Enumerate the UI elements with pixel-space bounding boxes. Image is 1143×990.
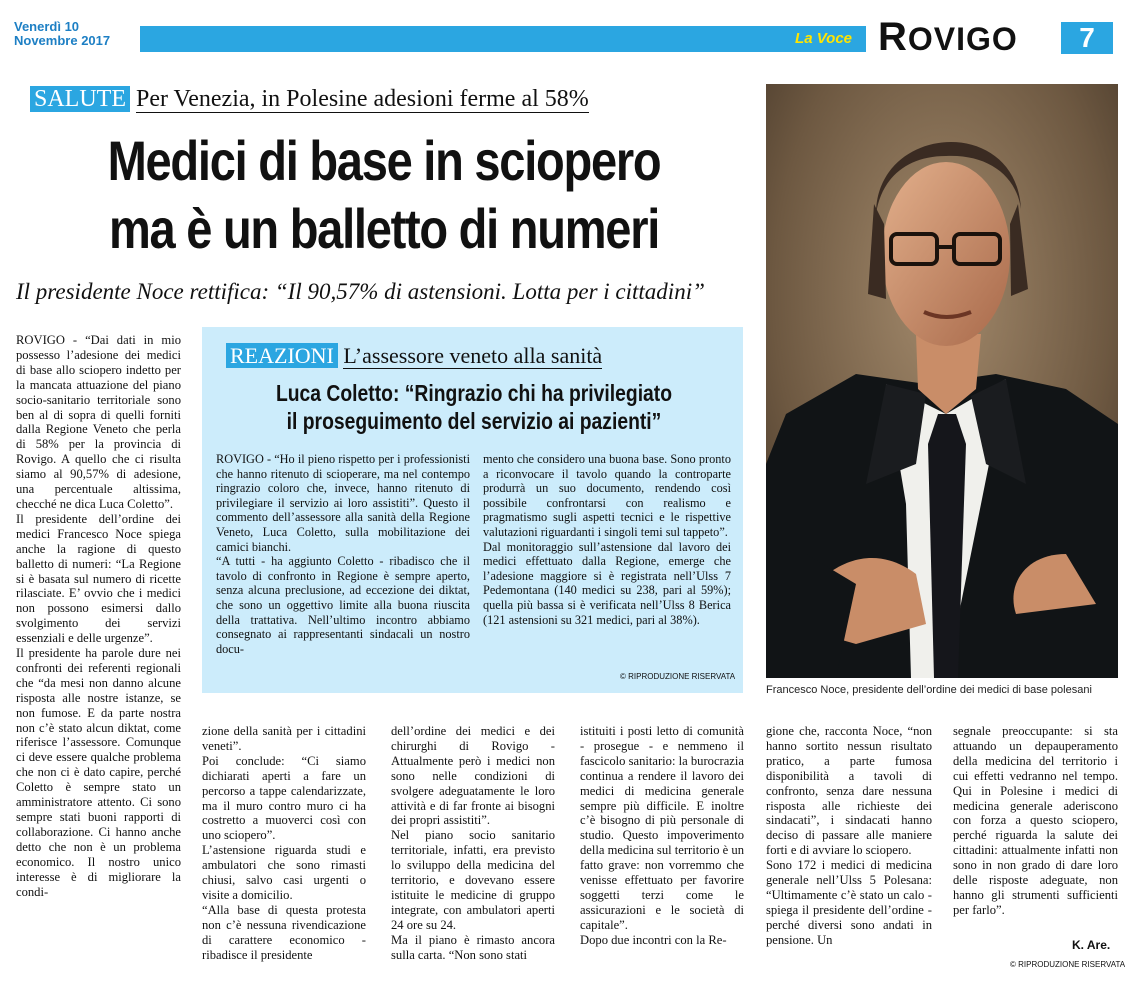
box-paragraph: “A tutti - ha aggiunto Coletto - ribadisco che il tavolo di confronto in Regione è sempre aperto, senza alcuna preclusione, ad eccezione dei diktat, che sono un oggettivo limite alla buona riuscita della trattativa. Nell’ultimo incontro abbiamo consegnato ai rappresentanti sindacali un nostro docu- (216, 554, 470, 656)
article-column-5 (766, 724, 932, 948)
box-title (256, 379, 693, 435)
article-paragraph: gione che, racconta Noce, “non hanno sortito nessun risultato pratico, a parte fumosa disponibilità a tavoli di confronto, senza dare nessuna risposta alle richieste dei sindacati”, i sindacati hanno deciso di passare alle maniere forti e di avviare lo sciopero. (766, 724, 932, 858)
article-paragraph: Nel piano socio sanitario territoriale, infatti, era previsto lo sviluppo della medicina del territorio, e dovevano essere istituite le medicine di gruppo integrate, con ambulatori aperti 24 ore su 24. (391, 828, 555, 932)
box-kicker-text: L’assessore veneto alla sanità (343, 343, 603, 368)
section-city (878, 14, 1018, 62)
article-column-6 (953, 724, 1118, 918)
article-paragraph: L’astensione riguarda studi e ambulatori che sono rimasti chiusi, salvo casi urgenti o visite a domicilio. (202, 843, 366, 902)
box-column-left (216, 452, 470, 656)
box-paragraph: mento che considero una buona base. Sono pronto a riconvocare il tavolo quando la controparte produrrà un suo documento, rendendo così possibile confrontarsi con realismo e pragmatismo sugli aspetti tecnici e le rispettive valutazioni riguardanti i singoli temi sul tappeto”. (483, 452, 731, 539)
article-paragraph: istituiti i posti letto di comunità - prosegue - e nemmeno il fascicolo sanitario: la burocrazia continua a rendere il lavoro dei medici di medicina generale sempre più difficile. E inoltre c’è bisogno di più personale di studio. Questo impoverimento della medicina sul territorio è un fatto grave: non vorremmo che venisse effettuato per favorire soggetti terzi come le assicurazioni e le società di capitale”. (580, 724, 745, 932)
article-paragraph: segnale preoccupante: si sta attuando un depauperamento della medicina del territorio i cui effetti vedranno nel tempo. Qui in Polesine i medici di medicina generale aderiscono con forza a questo sciopero, perché riguarda la salute dei cittadini: attualmente infatti non sono in non grado di dare loro delle risposte adeguate, non hanno gli strumenti sufficienti per farlo”. (953, 724, 1118, 917)
issue-date-day: Venerdì 10 (14, 19, 80, 34)
newspaper-name: La Voce (795, 30, 852, 47)
article-column-1 (16, 333, 181, 899)
article-paragraph: Il presidente ha parole dure nei confronti dei referenti regionali che “da mesi non danno alcune risposta alle nostre istanze, se non fumose. E da parte nostra non c’è stato alcun diktat, come riferisce l’assessore. Comunque ci deve essere qualche problema che non ci è dato capire, perché Coletto è sempre stato un amministratore attento. Ci sono sempre stati buoni rapporti di collaborazione. Ci hanno anche detto che non è un problema economico. Il nostro unico interesse è di migliorare la condi- (16, 646, 181, 899)
article-paragraph: Ma il piano è rimasto ancora sulla carta. “Non sono stati (391, 932, 555, 962)
article-column-4 (580, 724, 744, 948)
article-column-2 (202, 724, 366, 963)
section-city-initial: R (878, 15, 908, 59)
box-kicker (226, 343, 602, 369)
article-kicker (30, 85, 589, 113)
box-kicker-label: REAZIONI (226, 343, 338, 368)
article-rights: © RIPRODUZIONE RISERVATA (1010, 960, 1126, 969)
article-column-3 (391, 724, 555, 963)
page-number: 7 (1061, 22, 1113, 54)
article-paragraph: “Alla base di questa protesta non c’è nessuna rivendicazione di carattere economico - ribadisce il presidente (202, 902, 366, 962)
headline-line-2: ma è un balletto di numeri (108, 197, 660, 260)
headline-line-1: Medici di base in sciopero (107, 129, 661, 192)
photo-caption: Francesco Noce, presidente dell’ordine dei medici di base polesani (766, 684, 1092, 696)
author-signature: K. Are. (1072, 938, 1111, 952)
box-paragraph: Dal monitoraggio sull’astensione dal lavoro dei medici effettuato dalla Regione, emerge che l’adesione maggiore si è registrata nell’Ulss 7 Pedemontana (140 medici su 238, pari al 59%); quella più bassa si è verificata nell’Ulss 8 Berica (121 astensioni su 321 medici, pari al 38%). (483, 539, 731, 627)
kicker-text: Per Venezia, in Polesine adesioni ferme al 58% (136, 86, 589, 112)
section-city-rest: OVIGO (907, 21, 1018, 57)
box-title-line-1: Luca Coletto: “Ringrazio chi ha privilegiato (275, 380, 673, 406)
article-paragraph: Il presidente dell’ordine dei medici Francesco Noce spiega anche la ragione di questo balletto di numeri: “La Regione si è basata sul numero di ricette rilasciate. E’ ovvio che i medici non possono esimersi dallo svolgimento dei servizi essenziali e delle urgenze”. (16, 511, 181, 646)
box-title-line-2: il proseguimento del servizio ai pazienti” (286, 408, 662, 434)
article-paragraph: Dopo due incontri con la Re- (580, 932, 727, 947)
box-column-right (483, 452, 731, 627)
subheadline: Il presidente Noce rettifica: “Il 90,57% di astensioni. Lotta per i cittadini” (16, 279, 705, 304)
kicker-label: SALUTE (30, 86, 130, 112)
box-rights: © RIPRODUZIONE RISERVATA (620, 672, 736, 681)
issue-date (14, 20, 144, 48)
article-paragraph: Sono 172 i medici di medicina generale nell’Ulss 5 Polesana: “Ultimamente c’è stato un calo - spiega il presidente dell’ordine - perché diversi sono andati in pensione. Un (766, 858, 932, 947)
portrait-illustration (766, 84, 1118, 678)
article-paragraph: zione della sanità per i cittadini veneti”. (202, 724, 366, 753)
article-paragraph: Poi conclude: “Ci siamo dichiarati aperti a fare un percorso a tappe calendarizzate, ma il muro contro muro ci ha costretto a muoverci così con uno sciopero”. (202, 753, 366, 843)
portrait-photo (766, 84, 1118, 678)
article-paragraph: ROVIGO - “Dai dati in mio possesso l’adesione dei medici di base allo sciopero indetto per la mancata attuazione del piano socio-sanitario territoriale sono ben al di sopra di quelli forniti dalla Regione Veneto che perla di 58% per la provincia di Rovigo. A quello che ci risulta siamo al 90,57% di adesione, una percentuale altissima, checché ne dica Luca Coletto”. (16, 333, 181, 511)
headline (73, 127, 695, 263)
article-paragraph: dell’ordine dei medici e dei chirurghi di Rovigo - Attualmente però i medici non sono nelle condizioni di svolgere adeguatamente le loro attività e di far fronte ai bisogni dei propri assistiti”. (391, 724, 555, 828)
issue-date-month: Novembre 2017 (14, 33, 111, 48)
header-bar (140, 26, 866, 52)
box-paragraph: ROVIGO - “Ho il pieno rispetto per i professionisti che hanno ritenuto di scioperare, ma nel contempo ringrazio coloro che, invece, hanno ritenuto di privilegiare il servizio ai loro assistiti”. Questo il commento dell’assessore alla sanità della Regione Veneto, Luca Coletto, sulla mobilitazione dei camici bianchi. (216, 452, 470, 554)
